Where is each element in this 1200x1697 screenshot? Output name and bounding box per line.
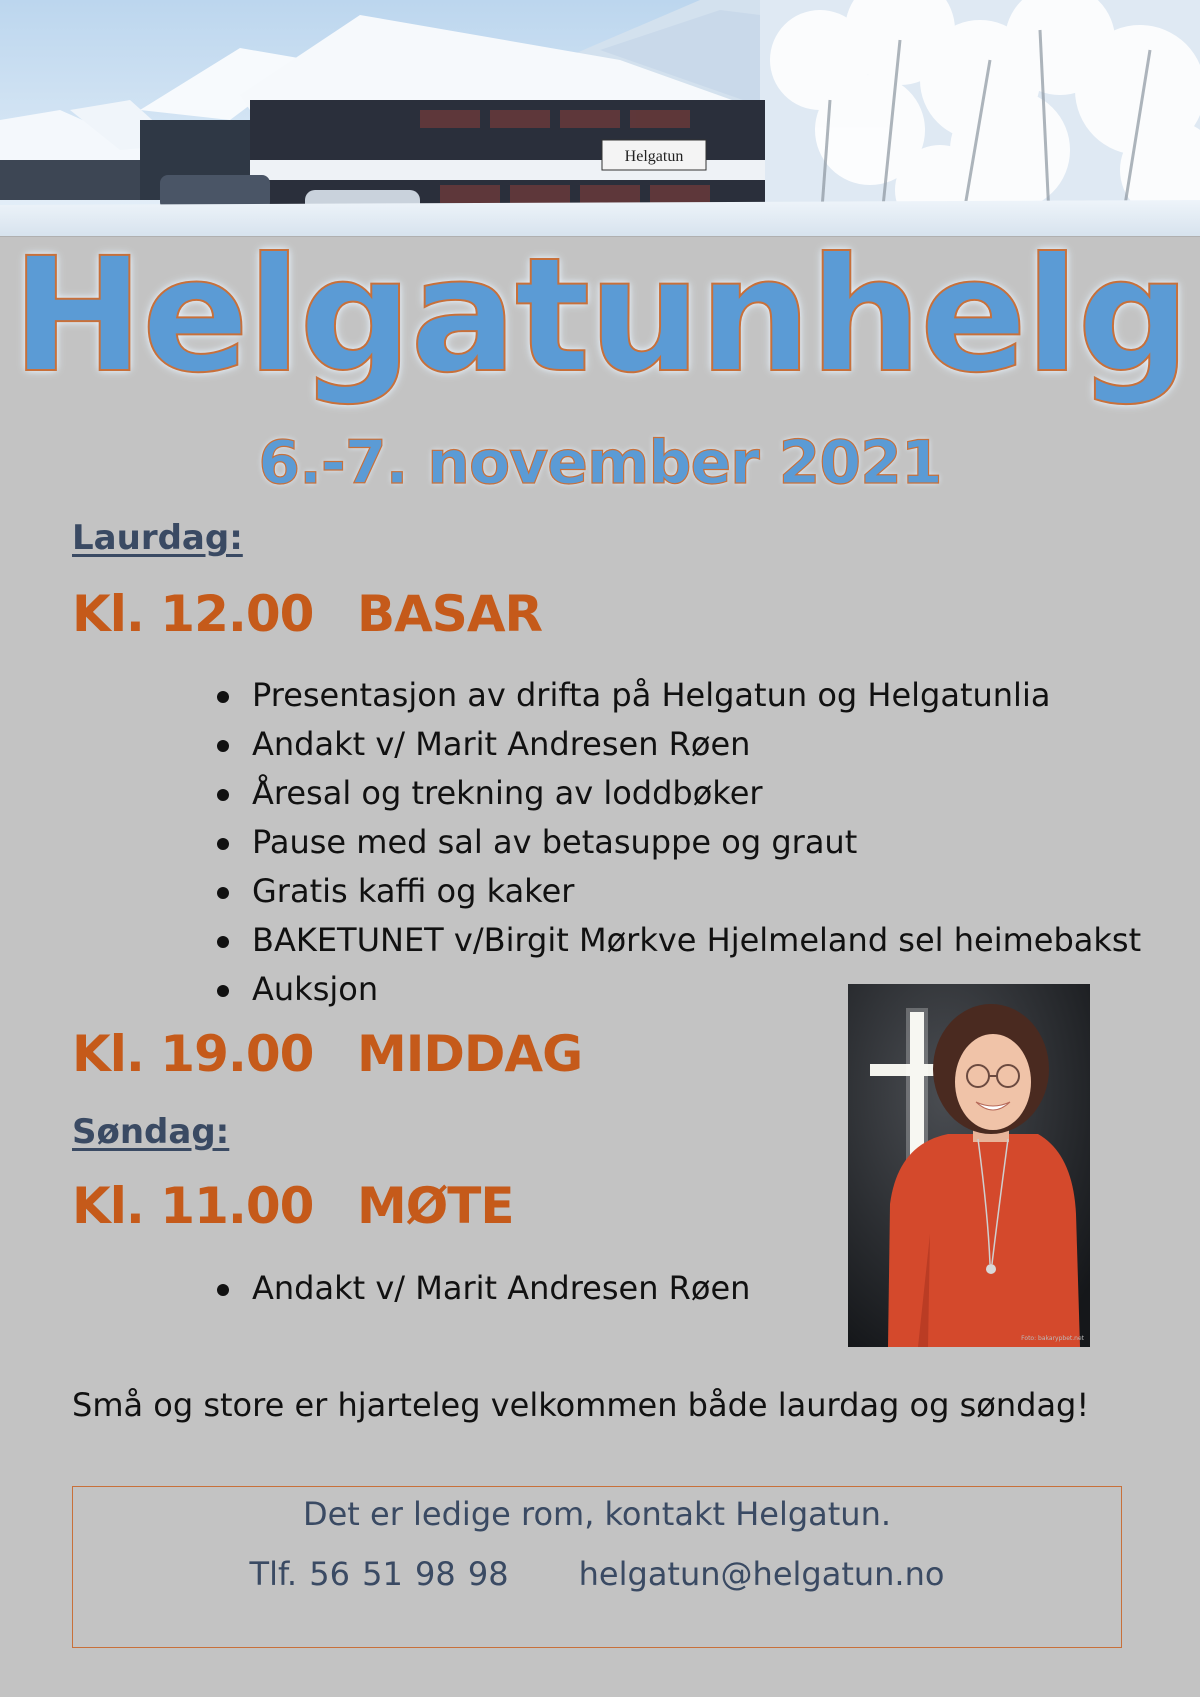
event-date-subtitle: 6.-7. november 2021: [258, 428, 942, 498]
basar-program-list: [215, 671, 1141, 1014]
photo-credit: Foto: bakarypbet.net: [1021, 1335, 1084, 1342]
event-basar: [72, 585, 542, 643]
event-time: Kl. 19.00: [72, 1025, 314, 1083]
contact-availability-text: Det er ledige rom, kontakt Helgatun.: [302, 1495, 892, 1533]
event-name: BASAR: [357, 585, 543, 643]
list-item: Åresal og trekning av loddbøker: [215, 769, 1141, 818]
event-time: Kl. 11.00: [72, 1177, 314, 1235]
contact-box: [72, 1486, 1122, 1648]
header-banner-image: [0, 0, 1200, 237]
list-item: Gratis kaffi og kaker: [215, 867, 1141, 916]
speaker-portrait-photo: [848, 984, 1090, 1347]
contact-details: [73, 1555, 1121, 1593]
contact-phone: Tlf. 56 51 98 98: [249, 1555, 509, 1593]
list-item: Auksjon: [215, 965, 1141, 1014]
list-item: Andakt v/ Marit Andresen Røen: [215, 1264, 750, 1313]
day-heading-sunday: Søndag:: [72, 1112, 230, 1152]
list-item: Andakt v/ Marit Andresen Røen: [215, 720, 1141, 769]
list-item: Pause med sal av betasuppe og graut: [215, 818, 1141, 867]
list-item: BAKETUNET v/Birgit Mørkve Hjelmeland sel heimebakst: [215, 916, 1141, 965]
page-title: Helgatunhelg: [11, 224, 1189, 408]
welcome-message: Små og store er hjarteleg velkommen både laurdag og søndag!: [72, 1386, 1090, 1424]
event-middag: [72, 1025, 582, 1083]
event-mote: [72, 1177, 514, 1235]
event-time: Kl. 12.00: [72, 585, 314, 643]
banner-sign-text: Helgatun: [624, 148, 684, 165]
event-name: MIDDAG: [357, 1025, 583, 1083]
contact-email[interactable]: helgatun@helgatun.no: [578, 1555, 945, 1593]
day-heading-saturday: Laurdag:: [72, 518, 243, 558]
mote-program-list: [215, 1264, 750, 1313]
list-item: Presentasjon av drifta på Helgatun og Helgatunlia: [215, 671, 1141, 720]
event-name: MØTE: [357, 1177, 514, 1235]
